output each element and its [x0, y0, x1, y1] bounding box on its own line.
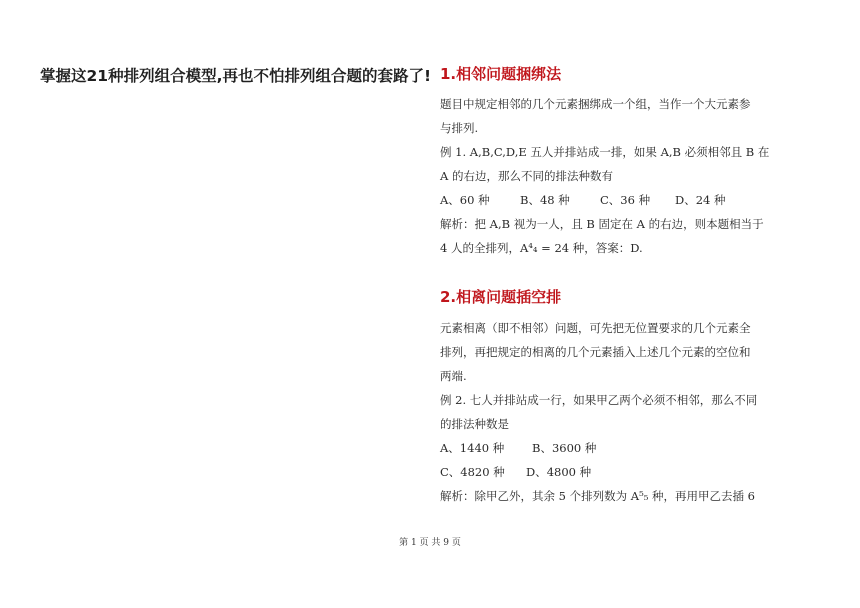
example-2-options-row-1 — [440, 440, 596, 456]
section-2-intro-line-2: 排列，再把规定的相离的几个元素插入上述几个元素的空位和 — [440, 345, 751, 359]
option-b: B、48 种 — [520, 193, 570, 207]
section-1-intro-line-2: 与排列. — [440, 121, 479, 135]
example-2-line-2: 的排法种数是 — [440, 417, 509, 431]
option-a: A、1440 种 — [440, 441, 505, 455]
section-2-heading: 2.相离问题插空排 — [440, 288, 562, 306]
page-indicator: 第 1 页 共 9 页 — [399, 538, 461, 548]
option-d: D、24 种 — [675, 193, 726, 207]
example-2-line-1: 例 2. 七人并排站成一行，如果甲乙两个必须不相邻，那么不同 — [440, 393, 758, 407]
example-1-line-1: 例 1. A,B,C,D,E 五人并排站成一排，如果 A,B 必须相邻且 B 在 — [440, 145, 770, 159]
section-1-intro-line-1: 题目中规定相邻的几个元素捆绑成一个组，当作一个大元素参 — [440, 97, 751, 111]
solution-2-line-1: 解析：除甲乙外，其余 5 个排列数为 A⁵₅ 种，再用甲乙去插 6 — [440, 489, 755, 503]
solution-1-line-2: 4 人的全排列，A⁴₄ = 24 种，答案：D. — [440, 241, 643, 255]
option-d: D、4800 种 — [526, 465, 592, 479]
option-c: C、36 种 — [600, 193, 651, 207]
section-2-intro-line-1: 元素相离（即不相邻）问题，可先把无位置要求的几个元素全 — [440, 321, 751, 335]
option-c: C、4820 种 — [440, 465, 505, 479]
example-1-line-2: A 的右边，那么不同的排法种数有 — [440, 169, 613, 183]
option-b: B、3600 种 — [532, 441, 597, 455]
section-1-heading: 1.相邻问题捆绑法 — [440, 65, 562, 83]
document-title: 掌握这21种排列组合模型,再也不怕排列组合题的套路了! — [40, 67, 432, 85]
example-1-options — [440, 192, 726, 208]
solution-1-line-1: 解析：把 A,B 视为一人，且 B 固定在 A 的右边，则本题相当于 — [440, 217, 764, 231]
section-2-intro-line-3: 两端. — [440, 369, 467, 383]
option-a: A、60 种 — [440, 193, 490, 207]
example-2-options-row-2 — [440, 464, 591, 480]
